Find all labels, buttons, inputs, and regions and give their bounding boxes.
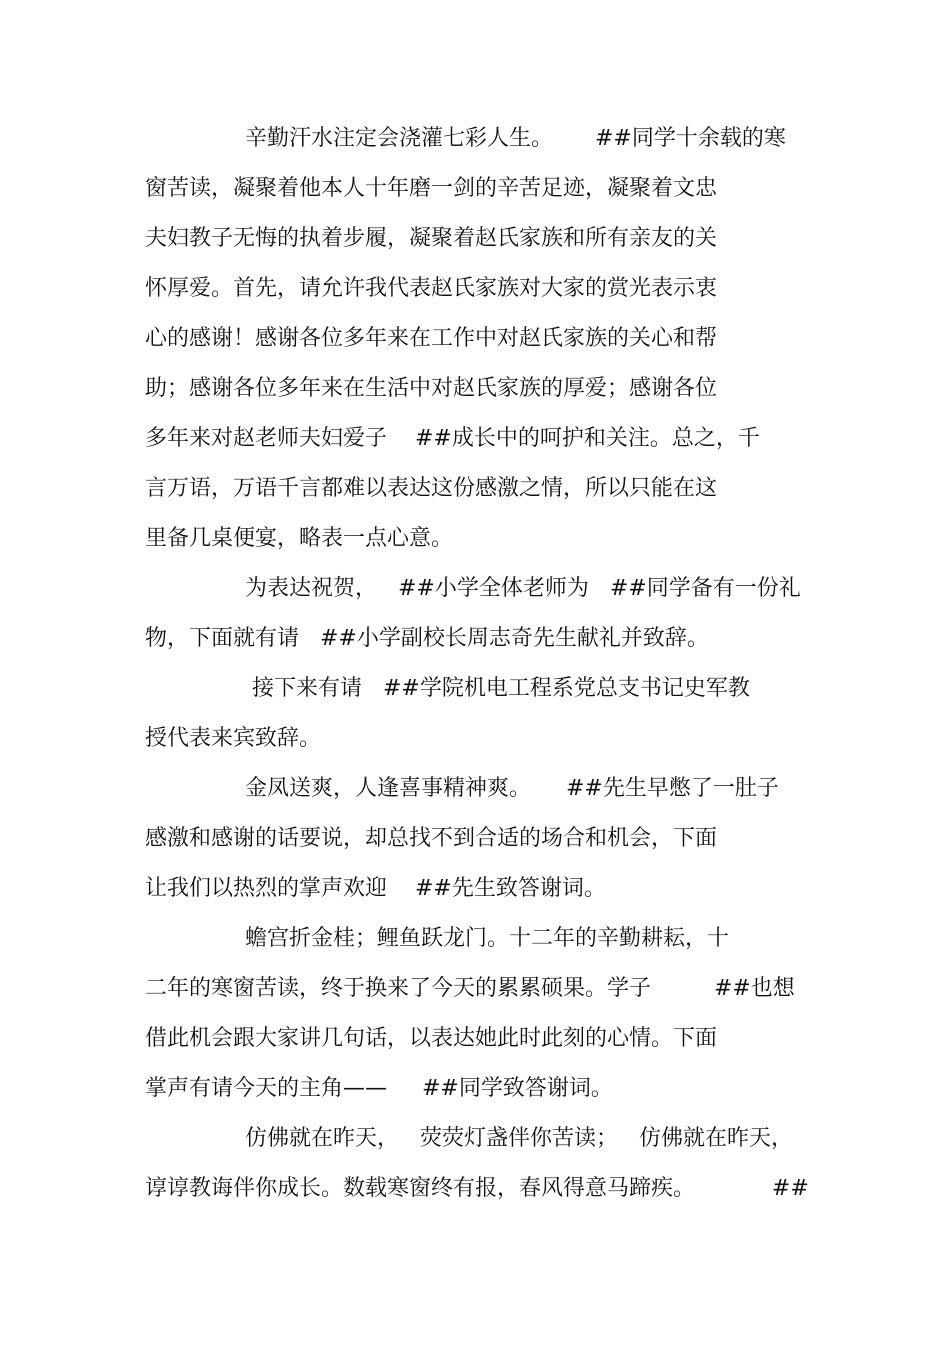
paragraph-5-line-3: 借此机会跟大家讲几句话，以表达她此时此刻的心情。下面 xyxy=(145,1026,718,1051)
paragraph-4-line-1: 金凤送爽，人逢喜事精神爽。 ##先生早憋了一肚子 xyxy=(245,776,779,801)
paragraph-2-line-1: 为表达祝贺， ##小学全体老师为 ##同学备有一份礼 xyxy=(245,576,801,601)
paragraph-6-line-2: 谆谆教诲伴你成长。数载寒窗终有报，春风得意马蹄疾。 ## xyxy=(145,1176,809,1201)
paragraph-1-line-6: 助；感谢各位多年来在生活中对赵氏家族的厚爱；感谢各位 xyxy=(145,376,718,401)
paragraph-1-line-4: 怀厚爱。首先，请允许我代表赵氏家族对大家的赏光表示衷 xyxy=(145,276,718,301)
paragraph-1-line-2: 窗苦读，凝聚着他本人十年磨一剑的辛苦足迹，凝聚着文忠 xyxy=(145,176,718,201)
paragraph-1-line-3: 夫妇教子无悔的执着步履，凝聚着赵氏家族和所有亲友的关 xyxy=(145,226,718,251)
paragraph-1-line-9: 里备几桌便宴，略表一点心意。 xyxy=(145,526,454,551)
paragraph-3-line-1: 接下来有请 ##学院机电工程系党总支书记史军教 xyxy=(245,676,750,701)
paragraph-5-line-1: 蟾宫折金桂；鲤鱼跃龙门。十二年的辛勤耕耘，十 xyxy=(245,926,730,951)
paragraph-1-line-5: 心的感谢！感谢各位多年来在工作中对赵氏家族的关心和帮 xyxy=(145,326,718,351)
paragraph-2-line-2: 物，下面就有请 ##小学副校长周志奇先生献礼并致辞。 xyxy=(145,626,709,651)
paragraph-1-line-1: 辛勤汗水注定会浇灌七彩人生。 ##同学十余载的寒 xyxy=(245,126,786,151)
paragraph-4-line-3: 让我们以热烈的掌声欢迎 ##先生致答谢词。 xyxy=(145,876,606,901)
paragraph-5-line-4: 掌声有请今天的主角—— ##同学致答谢词。 xyxy=(145,1076,613,1101)
paragraph-1-line-7: 多年来对赵老师夫妇爱子 ##成长中的呵护和关注。总之，千 xyxy=(145,426,760,451)
paragraph-4-line-2: 感激和感谢的话要说，却总找不到合适的场合和机会，下面 xyxy=(145,826,718,851)
paragraph-3-line-2: 授代表来宾致辞。 xyxy=(145,726,322,751)
paragraph-6-line-1: 仿佛就在昨天， 荧荧灯盏伴你苦读； 仿佛就在昨天， xyxy=(245,1126,793,1151)
paragraph-1-line-8: 言万语，万语千言都难以表达这份感激之情，所以只能在这 xyxy=(145,476,718,501)
paragraph-5-line-2: 二年的寒窗苦读，终于换来了今天的累累硕果。学子 ##也想 xyxy=(145,976,795,1001)
